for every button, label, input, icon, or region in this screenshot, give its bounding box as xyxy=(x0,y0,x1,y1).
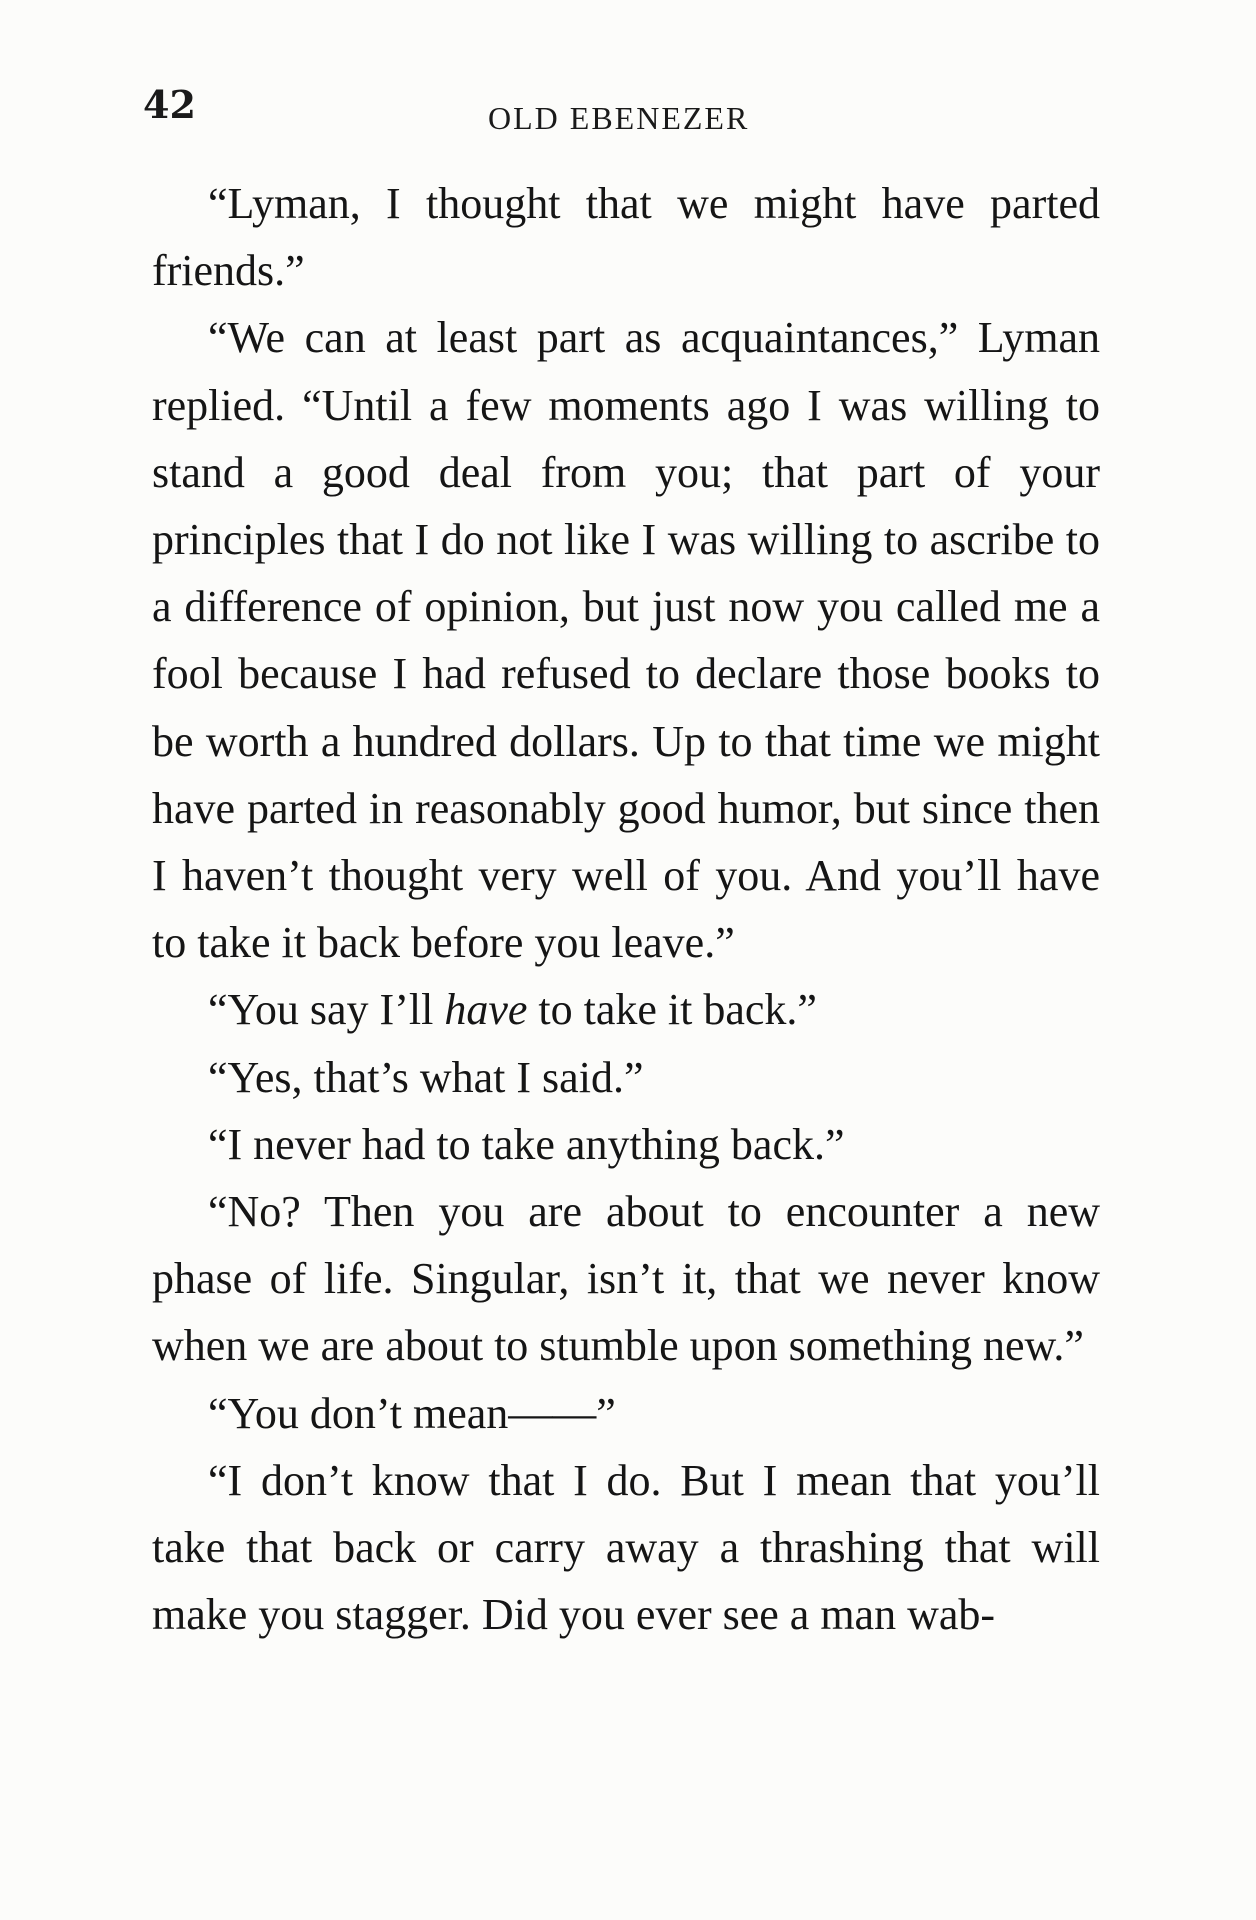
paragraph: “No? Then you are about to encounter a new phase of life. Singular, isn’t it, that we never know when we are about to stumble upon something new.” xyxy=(152,1187,1100,1371)
paragraph: “I never had to take anything back.” xyxy=(208,1119,845,1169)
paragraph: “Lyman, I thought that we might have parted friends.” xyxy=(152,179,1100,296)
paragraph: “I don’t know that I do. But I mean that you’ll take that back or carry away a thrashing that will make you stagger. Did you ever see a man wab- xyxy=(152,1455,1100,1640)
paragraph-text: “You say I’ll xyxy=(208,985,445,1035)
paragraph: “Yes, that’s what I said.” xyxy=(208,1052,644,1102)
body-text xyxy=(152,170,1100,1648)
paragraph xyxy=(152,976,1100,1043)
paragraph-text: to take it back.” xyxy=(527,985,817,1035)
page-number: 42 xyxy=(143,82,196,127)
emphasized-word: have xyxy=(444,985,528,1035)
paragraph: “You don’t mean——” xyxy=(208,1388,616,1438)
running-head: OLD EBENEZER xyxy=(488,100,750,136)
paragraph: “We can at least part as acquaintances,” Lyman replied. “Until a few moments ago I was willing to stand a good deal from you; that part of your principles that I do not like I was willing to ascribe to a difference of opinion, but just now you called me a fool because I had refused to declare those books to be worth a hundred dollars. Up to that time we might have parted in reasonably good humor, but since then I haven’t thought very well of you. And you’ll have to take it back before you leave.” xyxy=(152,313,1100,968)
